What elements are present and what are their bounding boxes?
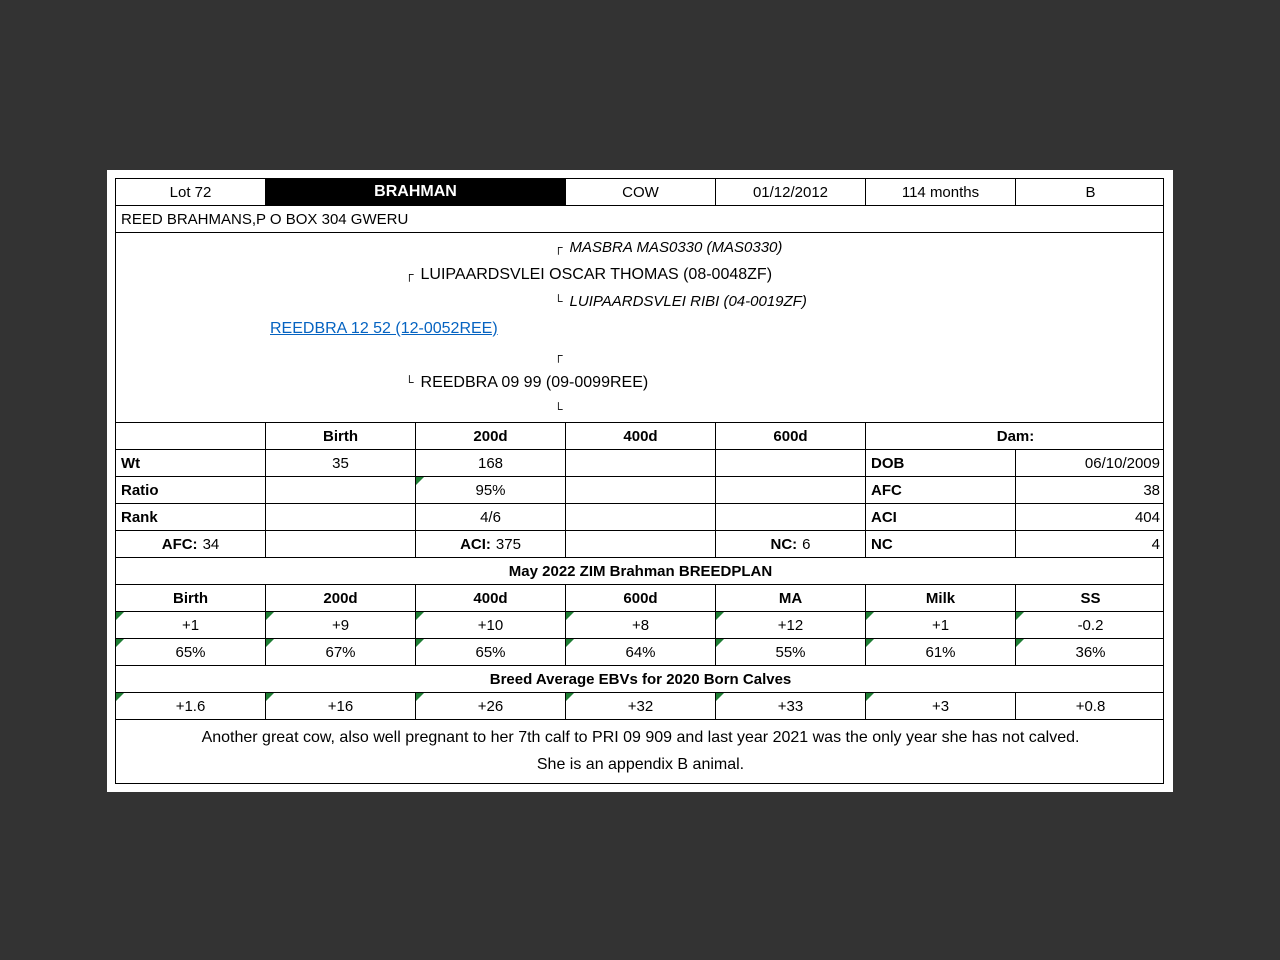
rank-600d xyxy=(715,504,865,530)
text-flag-icon xyxy=(566,639,574,647)
table-row-rank xyxy=(116,504,1163,531)
summary-blank-1 xyxy=(265,531,415,557)
notes-line-2: She is an appendix B animal. xyxy=(536,756,745,773)
text-flag-icon xyxy=(116,639,124,647)
sex-label: COW xyxy=(565,179,715,205)
notes-line-1: Another great cow, also well pregnant to her 7th calf to PRI 09 909 and last year 2021 was the only year she has not calved. xyxy=(201,729,1080,746)
aci-summary: ACI: 375 xyxy=(415,531,565,557)
bp-col-200d: 200d xyxy=(265,585,415,611)
summary-blank-2 xyxy=(565,531,715,557)
acc-600d: 64% xyxy=(565,639,715,665)
pedigree-sire: ┌ LUIPAARDSVLEI OSCAR THOMAS (08-0048ZF) xyxy=(116,261,1165,288)
bp-col-milk: Milk xyxy=(865,585,1015,611)
tree-corner-top-icon: ┌ xyxy=(554,240,563,254)
acc-200d: 67% xyxy=(265,639,415,665)
afc-summary: AFC: 34 xyxy=(161,535,220,553)
table-row-breed-avg-title xyxy=(116,666,1163,693)
pedigree-block xyxy=(116,233,1163,423)
pedigree-dam-granddam xyxy=(116,396,1165,423)
tree-corner-top-icon: ┌ xyxy=(405,267,414,281)
table-row-summary xyxy=(116,531,1163,558)
wt-200d: 168 xyxy=(415,450,565,476)
table-row-breeder xyxy=(116,206,1163,233)
breed-banner: BRAHMAN xyxy=(265,179,565,205)
ebv-ss: -0.2 xyxy=(1015,612,1165,638)
avg-200d: +16 xyxy=(265,693,415,719)
ratio-400d xyxy=(565,477,715,503)
age-label: 114 months xyxy=(865,179,1015,205)
breedplan-title: May 2022 ZIM Brahman BREEDPLAN xyxy=(508,562,773,580)
avg-birth: +1.6 xyxy=(116,693,265,719)
text-flag-icon xyxy=(1016,612,1024,620)
wt-600d xyxy=(715,450,865,476)
bp-col-600d: 600d xyxy=(565,585,715,611)
col-header-400d: 400d xyxy=(565,423,715,449)
nc-summary: NC: 6 xyxy=(715,531,865,557)
nc-value: 4 xyxy=(1015,531,1165,557)
col-header-600d: 600d xyxy=(715,423,865,449)
ratio-600d xyxy=(715,477,865,503)
dob-label: DOB xyxy=(865,450,1015,476)
pedigree-dam: └ REEDBRA 09 99 (09-0099REE) xyxy=(116,369,1165,396)
ebv-200d: +9 xyxy=(265,612,415,638)
text-flag-icon xyxy=(416,612,424,620)
table-row-breedplan-header xyxy=(116,585,1163,612)
wt-400d xyxy=(565,450,715,476)
text-flag-icon xyxy=(716,693,724,701)
tree-corner-top-icon: ┌ xyxy=(554,348,563,362)
lot-card xyxy=(107,170,1173,792)
text-flag-icon xyxy=(416,693,424,701)
acc-birth: 65% xyxy=(116,639,265,665)
ebv-birth: +1 xyxy=(116,612,265,638)
subject-animal-link[interactable]: REEDBRA 12 52 (12-0052REE) xyxy=(270,320,498,337)
pedigree-sire-grandsire: ┌ MASBRA MAS0330 (MAS0330) xyxy=(116,234,1165,261)
ratio-200d: 95% xyxy=(415,477,565,503)
acc-400d: 65% xyxy=(415,639,565,665)
acc-milk: 61% xyxy=(865,639,1015,665)
tree-corner-bottom-icon: └ xyxy=(554,402,563,416)
avg-milk: +3 xyxy=(865,693,1015,719)
ebv-ma: +12 xyxy=(715,612,865,638)
nc-label: NC xyxy=(865,531,1015,557)
text-flag-icon xyxy=(566,693,574,701)
pedigree-sire-granddam: └ LUIPAARDSVLEI RIBI (04-0019ZF) xyxy=(116,288,1165,315)
stats-header-blank xyxy=(116,423,265,449)
tree-corner-bottom-icon: └ xyxy=(554,294,563,308)
rank-200d: 4/6 xyxy=(415,504,565,530)
rank-birth xyxy=(265,504,415,530)
text-flag-icon xyxy=(266,639,274,647)
subject-animal xyxy=(116,315,1165,342)
avg-400d: +26 xyxy=(415,693,565,719)
table-row-accuracies xyxy=(116,639,1163,666)
avg-ss: +0.8 xyxy=(1015,693,1165,719)
wt-label: Wt xyxy=(121,454,141,472)
table-row-stats-header xyxy=(116,423,1163,450)
table-row-notes xyxy=(116,720,1163,783)
col-header-birth: Birth xyxy=(265,423,415,449)
text-flag-icon xyxy=(716,639,724,647)
ebv-600d: +8 xyxy=(565,612,715,638)
text-flag-icon xyxy=(716,612,724,620)
text-flag-icon xyxy=(866,639,874,647)
table-row-ratio xyxy=(116,477,1163,504)
pedigree-dam-grandsire xyxy=(116,342,1165,369)
tree-corner-bottom-icon: └ xyxy=(405,375,414,389)
birth-date: 01/12/2012 xyxy=(715,179,865,205)
text-flag-icon xyxy=(866,693,874,701)
bp-col-ss: SS xyxy=(1015,585,1165,611)
grade-label: B xyxy=(1015,179,1165,205)
afc-label: AFC xyxy=(865,477,1015,503)
acc-ma: 55% xyxy=(715,639,865,665)
avg-600d: +32 xyxy=(565,693,715,719)
col-header-200d: 200d xyxy=(415,423,565,449)
table-row-breed-avg xyxy=(116,693,1163,720)
table-row-wt xyxy=(116,450,1163,477)
avg-ma: +33 xyxy=(715,693,865,719)
breed-avg-title: Breed Average EBVs for 2020 Born Calves xyxy=(489,670,792,688)
bp-col-400d: 400d xyxy=(415,585,565,611)
afc-value: 38 xyxy=(1015,477,1165,503)
text-flag-icon xyxy=(266,612,274,620)
ratio-label: Ratio xyxy=(121,481,159,499)
text-flag-icon xyxy=(116,693,124,701)
acc-ss: 36% xyxy=(1015,639,1165,665)
table-row-header xyxy=(116,179,1163,206)
text-flag-icon xyxy=(266,693,274,701)
lot-number: Lot 72 xyxy=(169,183,212,201)
bp-col-ma: MA xyxy=(715,585,865,611)
aci-label: ACI xyxy=(865,504,1015,530)
pedigree-tree xyxy=(116,233,1165,423)
breeder-line: REED BRAHMANS,P O BOX 304 GWERU xyxy=(121,210,409,228)
text-flag-icon xyxy=(416,477,424,485)
aci-value: 404 xyxy=(1015,504,1165,530)
rank-400d xyxy=(565,504,715,530)
text-flag-icon xyxy=(1016,639,1024,647)
ebv-milk: +1 xyxy=(865,612,1015,638)
rank-label: Rank xyxy=(121,508,158,526)
bp-col-birth: Birth xyxy=(173,589,208,607)
text-flag-icon xyxy=(416,639,424,647)
table-row-breedplan-title xyxy=(116,558,1163,585)
dam-header: Dam: xyxy=(865,423,1165,449)
ebv-400d: +10 xyxy=(415,612,565,638)
text-flag-icon xyxy=(566,612,574,620)
table-row-ebvs xyxy=(116,612,1163,639)
notes-block xyxy=(116,720,1165,783)
text-flag-icon xyxy=(116,612,124,620)
dob-value: 06/10/2009 xyxy=(1015,450,1165,476)
wt-birth: 35 xyxy=(265,450,415,476)
lot-sheet xyxy=(115,178,1164,784)
text-flag-icon xyxy=(866,612,874,620)
ratio-birth xyxy=(265,477,415,503)
